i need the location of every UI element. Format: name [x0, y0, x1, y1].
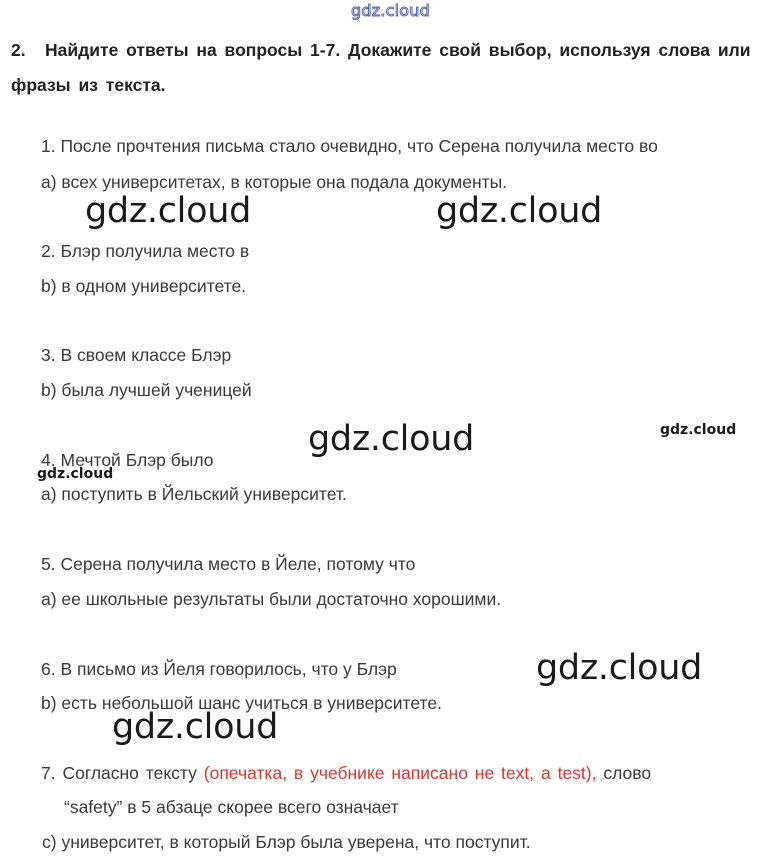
question-4: 4. Мечтой Блэр было	[41, 450, 214, 470]
answer-7: c) университет, в который Блэр была уверена, что поступит.	[42, 832, 531, 852]
watermark: gdz.cloud	[436, 191, 603, 231]
task-heading	[11, 33, 771, 103]
question-5: 5. Серена получила место в Йеле, потому что	[41, 554, 416, 574]
watermark-small: gdz.cloud	[660, 422, 737, 438]
answer-6: b) есть небольшой шанс учиться в университете.	[41, 693, 442, 713]
typo-note: (опечатка, в учебнике написано не text, а test),	[203, 763, 597, 783]
answer-3: b) была лучшей ученицей	[41, 380, 252, 400]
watermark-top: gdz.cloud	[351, 1, 430, 20]
question-1: 1. После прочтения письма стало очевидно, что Серена получила место во	[41, 136, 658, 156]
answer-4: a) поступить в Йельский университет.	[41, 484, 347, 504]
watermark: gdz.cloud	[308, 419, 475, 459]
task-number: 2.	[11, 40, 26, 60]
task-text: Найдите ответы на вопросы 1-7. Докажите свой выбор, используя слова или фразы из текста.	[11, 40, 751, 95]
answer-5: a) ее школьные результаты были достаточно хорошими.	[41, 589, 502, 609]
question-7-prefix: 7. Согласно тексту	[41, 763, 204, 783]
watermark: gdz.cloud	[536, 648, 703, 688]
watermark: gdz.cloud	[85, 191, 252, 231]
answer-1: a) всех университетах, в которые она подала документы.	[41, 172, 508, 192]
question-2: 2. Блэр получила место в	[41, 241, 250, 261]
watermark-small: gdz.cloud	[37, 466, 114, 482]
question-7	[41, 763, 651, 784]
watermark: gdz.cloud	[112, 707, 279, 747]
question-3: 3. В своем классе Блэр	[41, 345, 232, 365]
question-6: 6. В письмо из Йеля говорилось, что у Блэр	[41, 659, 397, 679]
answer-2: b) в одном университете.	[41, 276, 247, 296]
question-7-line2: “safety” в 5 абзаце скорее всего означает	[64, 797, 399, 817]
question-7-suffix: слово	[596, 763, 652, 783]
